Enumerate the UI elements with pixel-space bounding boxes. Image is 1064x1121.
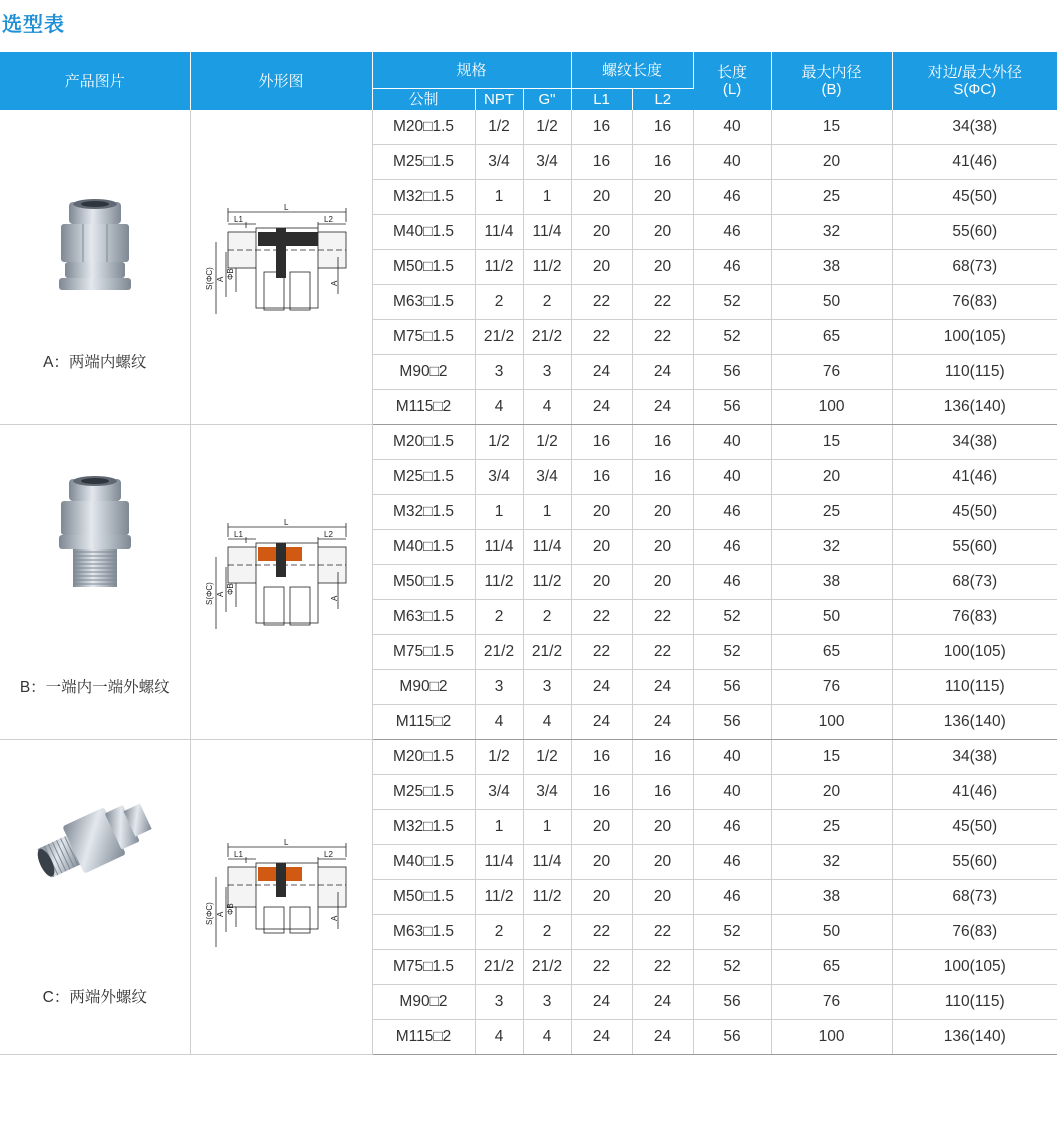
cell-l2: 16: [632, 460, 693, 495]
cell-max-inner: 65: [771, 635, 892, 670]
cell-l2: 20: [632, 215, 693, 250]
cell-npt: 11/2: [475, 250, 523, 285]
cell-l2: 24: [632, 390, 693, 425]
cell-max-inner: 65: [771, 950, 892, 985]
outline-drawing: [191, 837, 372, 957]
cell-g: 11/2: [523, 880, 571, 915]
cell-l2: 16: [632, 110, 693, 145]
cell-max-outer: 110(115): [892, 985, 1057, 1020]
drawing-label-L: L: [284, 838, 289, 847]
cell-max-outer: 76(83): [892, 285, 1057, 320]
cell-max-inner: 20: [771, 145, 892, 180]
cell-l2: 20: [632, 880, 693, 915]
cell-l1: 16: [571, 460, 632, 495]
cell-l1: 16: [571, 740, 632, 775]
cell-metric: M25□1.5: [372, 145, 475, 180]
outline-drawing: [191, 517, 372, 647]
cell-max-outer: 100(105): [892, 950, 1057, 985]
table-body: [0, 110, 1057, 1055]
col-header-metric: 公制: [372, 89, 475, 111]
cell-npt: 2: [475, 285, 523, 320]
cell-max-outer: 41(46): [892, 460, 1057, 495]
cell-l1: 20: [571, 565, 632, 600]
col-header-spec: 规格: [372, 52, 571, 89]
cell-max-inner: 32: [771, 845, 892, 880]
drawing-label-A: A: [216, 591, 225, 597]
cell-length: 46: [693, 880, 771, 915]
cell-length: 56: [693, 355, 771, 390]
drawing-label-L: L: [284, 518, 289, 527]
cell-max-outer: 136(140): [892, 390, 1057, 425]
cell-metric: M90□2: [372, 985, 475, 1020]
cell-l2: 22: [632, 320, 693, 355]
cell-npt: 3: [475, 355, 523, 390]
cell-metric: M90□2: [372, 355, 475, 390]
cell-g: 4: [523, 705, 571, 740]
drawing-label-A: A: [216, 276, 225, 282]
cell-max-inner: 25: [771, 810, 892, 845]
drawing-label-L1: L1: [234, 215, 243, 224]
cell-max-inner: 32: [771, 215, 892, 250]
col-header-max-outer: [892, 52, 1057, 110]
cell-max-outer: 45(50): [892, 495, 1057, 530]
cell-l1: 24: [571, 985, 632, 1020]
cell-max-inner: 100: [771, 1020, 892, 1055]
cell-max-outer: 55(60): [892, 530, 1057, 565]
cell-metric: M63□1.5: [372, 285, 475, 320]
cell-npt: 11/2: [475, 880, 523, 915]
cell-l1: 16: [571, 425, 632, 460]
cell-l2: 20: [632, 180, 693, 215]
col-header-max-inner-line1: 最大内径: [801, 64, 862, 81]
cell-max-outer: 34(38): [892, 740, 1057, 775]
cell-max-inner: 76: [771, 355, 892, 390]
cell-g: 11/4: [523, 530, 571, 565]
cell-max-outer: 100(105): [892, 320, 1057, 355]
cell-npt: 3/4: [475, 145, 523, 180]
cell-l2: 20: [632, 810, 693, 845]
cell-length: 46: [693, 495, 771, 530]
drawing-label-S: S(ΦC): [205, 902, 214, 925]
cell-max-outer: 76(83): [892, 600, 1057, 635]
cell-l1: 16: [571, 110, 632, 145]
cell-l1: 22: [571, 915, 632, 950]
cell-metric: M32□1.5: [372, 180, 475, 215]
cell-length: 46: [693, 530, 771, 565]
cell-npt: 3/4: [475, 775, 523, 810]
cell-l1: 16: [571, 145, 632, 180]
cell-metric: M32□1.5: [372, 810, 475, 845]
cell-npt: 4: [475, 1020, 523, 1055]
cell-metric: M63□1.5: [372, 915, 475, 950]
cell-l1: 22: [571, 635, 632, 670]
cell-l1: 24: [571, 670, 632, 705]
col-header-outline-drawing: 外形图: [190, 52, 372, 110]
cell-max-inner: 15: [771, 425, 892, 460]
product-type-label: B：一端内一端外螺纹: [19, 679, 170, 696]
cell-metric: M50□1.5: [372, 250, 475, 285]
cell-l1: 16: [571, 775, 632, 810]
cell-npt: 1: [475, 810, 523, 845]
cell-length: 40: [693, 425, 771, 460]
cell-l2: 24: [632, 705, 693, 740]
cell-metric: M63□1.5: [372, 600, 475, 635]
cell-length: 46: [693, 250, 771, 285]
cell-length: 56: [693, 1020, 771, 1055]
table-row: [0, 110, 1057, 145]
cell-max-outer: 68(73): [892, 250, 1057, 285]
cell-max-inner: 100: [771, 705, 892, 740]
cell-g: 11/4: [523, 845, 571, 880]
cell-max-outer: 41(46): [892, 145, 1057, 180]
col-header-length: [693, 52, 771, 110]
cell-npt: 21/2: [475, 635, 523, 670]
cell-l2: 24: [632, 670, 693, 705]
cell-l2: 20: [632, 530, 693, 565]
product-photo: [0, 194, 190, 309]
cell-metric: M40□1.5: [372, 845, 475, 880]
cell-npt: 3: [475, 985, 523, 1020]
cell-g: 1/2: [523, 425, 571, 460]
cell-npt: 1: [475, 180, 523, 215]
cell-l2: 16: [632, 145, 693, 180]
cell-max-inner: 100: [771, 390, 892, 425]
drawing-label-A: A: [216, 911, 225, 917]
cell-length: 46: [693, 565, 771, 600]
cell-npt: 4: [475, 705, 523, 740]
product-type-label: C：两端外螺纹: [42, 989, 147, 1006]
cell-length: 46: [693, 845, 771, 880]
cell-metric: M25□1.5: [372, 460, 475, 495]
cell-l2: 16: [632, 740, 693, 775]
cell-metric: M40□1.5: [372, 530, 475, 565]
cell-g: 1/2: [523, 740, 571, 775]
cell-l1: 22: [571, 285, 632, 320]
cell-g: 1: [523, 810, 571, 845]
cell-npt: 11/4: [475, 530, 523, 565]
cell-max-outer: 68(73): [892, 880, 1057, 915]
cell-g: 2: [523, 600, 571, 635]
drawing-label-L2: L2: [324, 215, 333, 224]
drawing-label-S: S(ΦC): [205, 267, 214, 290]
cell-l1: 20: [571, 810, 632, 845]
cell-metric: M50□1.5: [372, 565, 475, 600]
cell-length: 46: [693, 215, 771, 250]
drawing-label-A-right: A: [330, 915, 339, 921]
col-header-length-line1: 长度: [717, 64, 748, 81]
cell-max-outer: 34(38): [892, 110, 1057, 145]
cell-npt: 3: [475, 670, 523, 705]
drawing-label-B: ΦB: [226, 268, 235, 280]
drawing-label-B: ΦB: [226, 583, 235, 595]
cell-g: 21/2: [523, 320, 571, 355]
cell-max-inner: 25: [771, 495, 892, 530]
cell-metric: M25□1.5: [372, 775, 475, 810]
col-header-l2: L2: [632, 89, 693, 111]
cell-npt: 21/2: [475, 950, 523, 985]
drawing-label-L: L: [284, 203, 289, 212]
cell-g: 4: [523, 1020, 571, 1055]
cell-l1: 24: [571, 1020, 632, 1055]
outline-drawing-cell: [190, 425, 372, 740]
cell-length: 52: [693, 600, 771, 635]
cell-npt: 1/2: [475, 740, 523, 775]
cell-length: 40: [693, 775, 771, 810]
cell-l2: 16: [632, 425, 693, 460]
cell-g: 3: [523, 670, 571, 705]
cell-l2: 22: [632, 950, 693, 985]
cell-max-outer: 55(60): [892, 215, 1057, 250]
cell-max-inner: 65: [771, 320, 892, 355]
cell-max-outer: 45(50): [892, 180, 1057, 215]
cell-length: 46: [693, 810, 771, 845]
cell-l1: 20: [571, 530, 632, 565]
col-header-max-outer-line1: 对边/最大外径: [927, 64, 1022, 81]
cell-l1: 22: [571, 600, 632, 635]
cell-npt: 11/4: [475, 215, 523, 250]
cell-max-inner: 76: [771, 670, 892, 705]
cell-g: 21/2: [523, 950, 571, 985]
drawing-label-A-right: A: [330, 595, 339, 601]
cell-l1: 20: [571, 880, 632, 915]
cell-max-inner: 38: [771, 565, 892, 600]
outline-drawing-cell: [190, 110, 372, 425]
cell-metric: M40□1.5: [372, 215, 475, 250]
drawing-label-S: S(ΦC): [205, 582, 214, 605]
product-image-cell: [0, 110, 190, 425]
cell-max-outer: 110(115): [892, 670, 1057, 705]
cell-metric: M75□1.5: [372, 950, 475, 985]
col-header-max-inner: [771, 52, 892, 110]
cell-length: 46: [693, 180, 771, 215]
cell-max-inner: 20: [771, 460, 892, 495]
cell-g: 2: [523, 915, 571, 950]
cell-g: 11/4: [523, 215, 571, 250]
cell-l1: 22: [571, 950, 632, 985]
cell-g: 1: [523, 180, 571, 215]
cell-g: 1/2: [523, 110, 571, 145]
cell-l1: 20: [571, 845, 632, 880]
outline-drawing: [191, 202, 372, 332]
cell-length: 56: [693, 705, 771, 740]
cell-max-outer: 55(60): [892, 845, 1057, 880]
cell-metric: M20□1.5: [372, 425, 475, 460]
cell-npt: 11/4: [475, 845, 523, 880]
drawing-label-B: ΦB: [226, 903, 235, 915]
cell-g: 4: [523, 390, 571, 425]
cell-l2: 24: [632, 355, 693, 390]
cell-metric: M115□2: [372, 1020, 475, 1055]
drawing-label-L2: L2: [324, 850, 333, 859]
product-photo: [0, 473, 190, 598]
cell-npt: 1/2: [475, 425, 523, 460]
cell-g: 3/4: [523, 775, 571, 810]
selection-table: [0, 52, 1057, 1055]
cell-l2: 24: [632, 985, 693, 1020]
cell-max-inner: 15: [771, 740, 892, 775]
cell-max-outer: 76(83): [892, 915, 1057, 950]
cell-length: 40: [693, 460, 771, 495]
cell-metric: M75□1.5: [372, 320, 475, 355]
cell-max-outer: 68(73): [892, 565, 1057, 600]
cell-max-outer: 136(140): [892, 1020, 1057, 1055]
cell-npt: 2: [475, 915, 523, 950]
cell-g: 2: [523, 285, 571, 320]
cell-l2: 22: [632, 915, 693, 950]
product-type-label: A：两端内螺纹: [43, 354, 147, 371]
cell-g: 11/2: [523, 565, 571, 600]
cell-npt: 21/2: [475, 320, 523, 355]
cell-npt: 2: [475, 600, 523, 635]
cell-l2: 20: [632, 495, 693, 530]
cell-l1: 20: [571, 180, 632, 215]
cell-length: 52: [693, 635, 771, 670]
cell-length: 52: [693, 915, 771, 950]
cell-npt: 11/2: [475, 565, 523, 600]
page-title: 选型表: [2, 14, 65, 36]
drawing-label-L1: L1: [234, 850, 243, 859]
cell-g: 11/2: [523, 250, 571, 285]
cell-l2: 16: [632, 775, 693, 810]
cell-l1: 20: [571, 250, 632, 285]
outline-drawing-cell: [190, 740, 372, 1055]
col-header-length-line2: (L): [722, 81, 742, 98]
cell-l1: 22: [571, 320, 632, 355]
cell-max-inner: 38: [771, 250, 892, 285]
col-header-thread-length: 螺纹长度: [571, 52, 693, 89]
cell-length: 40: [693, 145, 771, 180]
cell-length: 56: [693, 670, 771, 705]
cell-metric: M50□1.5: [372, 880, 475, 915]
cell-l1: 24: [571, 705, 632, 740]
cell-max-outer: 110(115): [892, 355, 1057, 390]
cell-metric: M32□1.5: [372, 495, 475, 530]
cell-l2: 22: [632, 635, 693, 670]
cell-npt: 1/2: [475, 110, 523, 145]
cell-max-outer: 100(105): [892, 635, 1057, 670]
cell-length: 40: [693, 740, 771, 775]
drawing-label-L1: L1: [234, 530, 243, 539]
cell-l1: 20: [571, 215, 632, 250]
cell-metric: M115□2: [372, 390, 475, 425]
col-header-l1: L1: [571, 89, 632, 111]
cell-max-inner: 32: [771, 530, 892, 565]
cell-l2: 20: [632, 845, 693, 880]
cell-max-inner: 50: [771, 285, 892, 320]
cell-max-inner: 76: [771, 985, 892, 1020]
cell-l2: 20: [632, 250, 693, 285]
cell-max-outer: 34(38): [892, 425, 1057, 460]
cell-l2: 24: [632, 1020, 693, 1055]
drawing-label-L2: L2: [324, 530, 333, 539]
cell-g: 3: [523, 985, 571, 1020]
cell-max-inner: 50: [771, 915, 892, 950]
cell-max-inner: 50: [771, 600, 892, 635]
product-image-cell: [0, 740, 190, 1055]
cell-max-inner: 20: [771, 775, 892, 810]
drawing-label-A-right: A: [330, 280, 339, 286]
table-row: [0, 740, 1057, 775]
cell-metric: M90□2: [372, 670, 475, 705]
cell-length: 52: [693, 320, 771, 355]
cell-l2: 22: [632, 600, 693, 635]
cell-max-inner: 38: [771, 880, 892, 915]
table-row: [0, 425, 1057, 460]
cell-metric: M20□1.5: [372, 740, 475, 775]
cell-l1: 24: [571, 355, 632, 390]
cell-max-outer: 41(46): [892, 775, 1057, 810]
cell-l1: 24: [571, 390, 632, 425]
product-photo: [0, 790, 190, 895]
cell-npt: 3/4: [475, 460, 523, 495]
cell-l1: 20: [571, 495, 632, 530]
cell-metric: M115□2: [372, 705, 475, 740]
cell-g: 3: [523, 355, 571, 390]
cell-length: 52: [693, 950, 771, 985]
cell-npt: 4: [475, 390, 523, 425]
col-header-max-outer-line2: S(ΦC): [953, 81, 997, 98]
cell-max-outer: 136(140): [892, 705, 1057, 740]
cell-metric: M75□1.5: [372, 635, 475, 670]
col-header-max-inner-line2: (B): [821, 81, 842, 98]
cell-g: 3/4: [523, 145, 571, 180]
cell-length: 56: [693, 985, 771, 1020]
cell-length: 40: [693, 110, 771, 145]
cell-g: 3/4: [523, 460, 571, 495]
cell-max-inner: 15: [771, 110, 892, 145]
product-image-cell: [0, 425, 190, 740]
col-header-npt: NPT: [475, 89, 523, 111]
header-row-top: [0, 52, 1057, 89]
cell-length: 56: [693, 390, 771, 425]
cell-g: 1: [523, 495, 571, 530]
cell-npt: 1: [475, 495, 523, 530]
cell-l2: 20: [632, 565, 693, 600]
col-header-product-image: 产品图片: [0, 52, 190, 110]
cell-length: 52: [693, 285, 771, 320]
cell-g: 21/2: [523, 635, 571, 670]
cell-metric: M20□1.5: [372, 110, 475, 145]
cell-max-outer: 45(50): [892, 810, 1057, 845]
col-header-g: G": [523, 89, 571, 111]
cell-l2: 22: [632, 285, 693, 320]
cell-max-inner: 25: [771, 180, 892, 215]
